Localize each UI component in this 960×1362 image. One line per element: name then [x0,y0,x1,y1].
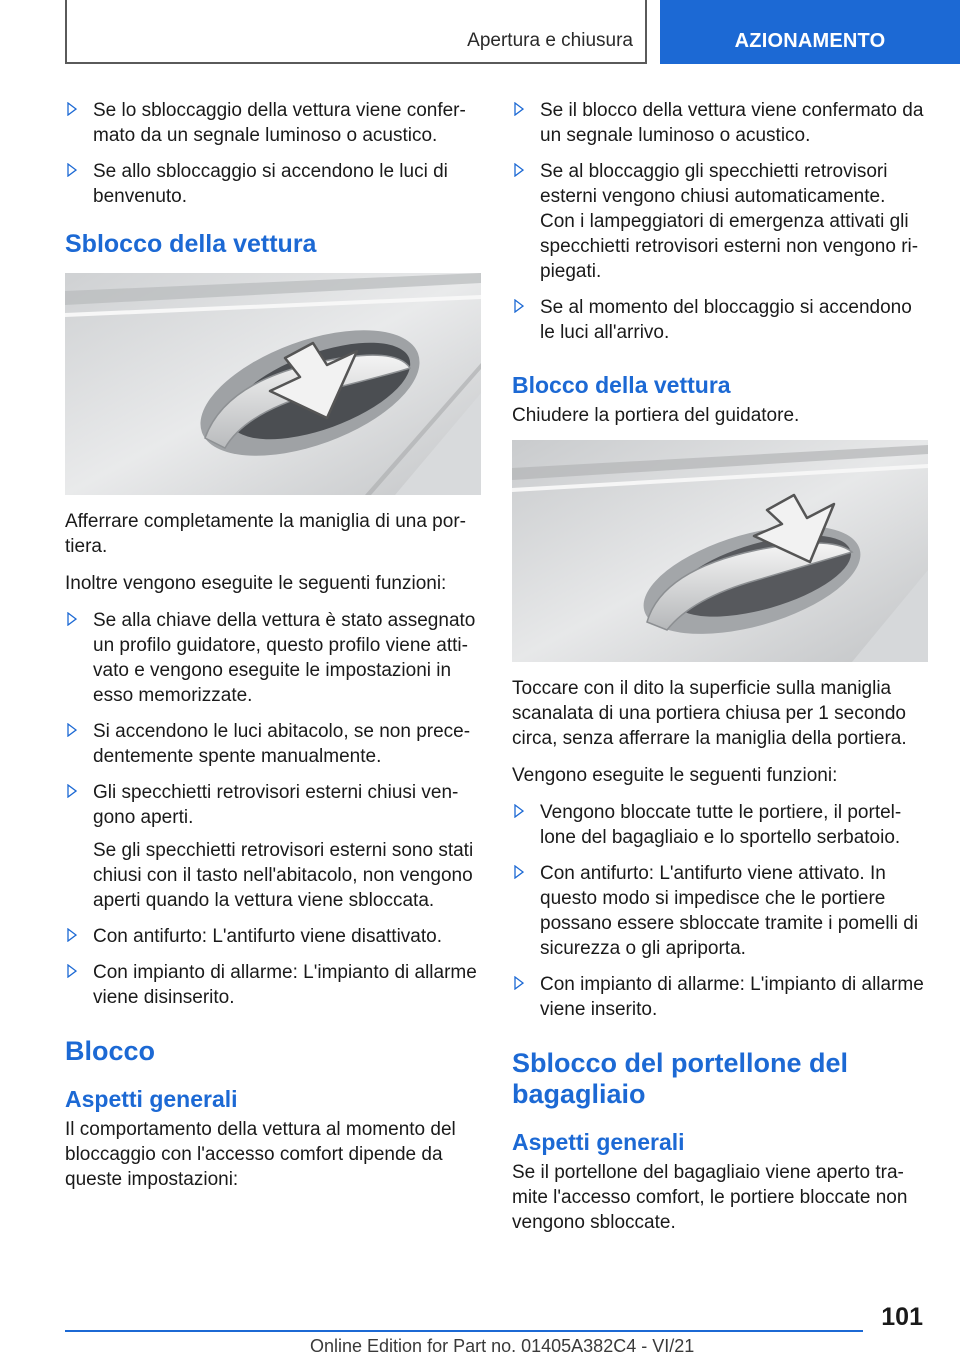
bullet-triangle-icon [514,163,524,177]
door-handle-grip-image [65,273,481,495]
bullet-triangle-icon [67,964,77,978]
heading-tailgate-unlock: Sblocco del portellone del bagagliaio [512,1048,849,1109]
header-chapter-tab [660,0,960,64]
paragraph-general: Il comportamento della vettura al momento del bloccaggio con l'accesso comfort dipende da queste impostazioni: [65,1119,456,1190]
page-number: 101 [881,1303,923,1331]
list-item-note: Con i lampeggiatori di emergenza attivati gli specchietti retrovisori esterni non vengono ripiegati. [540,211,919,282]
bullet-triangle-icon [67,784,77,798]
paragraph-grip: Afferrare completamente la maniglia di una portiera. [65,511,466,557]
list-item-note: Se gli specchietti retrovisori esterni sono stati chiusi con il tasto nell'abitacolo, non vengono aperti quando la vettura viene sbloccata. [93,840,474,911]
list-item: Se il blocco della vettura viene confermato da un segnale luminoso o acustico. [512,98,928,148]
list-item: Si accendono le luci abitacolo, se non precedentemente spente manualmente. [65,719,481,769]
list-item: Se al bloccaggio gli specchietti retrovisori esterni vengono chiusi automaticamente. Con i lampeggiatori di emergenza attivati gli specchietti retrovisori esterni non vengono ripiegati. [512,159,928,284]
bullet-triangle-icon [514,299,524,313]
header-section-title: Apertura e chiusura [467,30,633,51]
header-section-box [65,0,647,64]
door-handle-touch-image [512,440,928,662]
list-item: Se alla chiave della vettura è stato assegnato un profilo guidatore, questo profilo viene attivato e vengono eseguite le impostazioni in esso memorizzate. [65,608,481,708]
heading-lock-vehicle: Blocco della vettura [512,372,731,398]
heading-unlock-vehicle: Sblocco della vettura [65,230,317,258]
list-item: Con antifurto: L'antifurto viene attivato. In questo modo si impedisce che le portiere possano essere sbloccate tramite i pomelli di sicurezza o gli apriporta. [512,861,928,961]
paragraph-functions: Vengono eseguite le seguenti funzioni: [512,765,838,786]
paragraph-functions: Inoltre vengono eseguite le seguenti funzioni: [65,573,447,594]
list-item: Se al momento del bloccaggio si accendono le luci all'arrivo. [512,295,928,345]
list-item: Con antifurto: L'antifurto viene disattivato. [65,924,481,949]
left-column [65,98,481,1204]
header-chapter-title: AZIONAMENTO [734,30,886,52]
list-item: Con impianto di allarme: L'impianto di allarme viene inserito. [512,972,928,1022]
list-item: Se allo sbloccaggio si accendono le luci di benvenuto. [65,159,481,209]
bullet-triangle-icon [67,163,77,177]
list-item: Gli specchietti retrovisori esterni chiusi vengono aperti. Se gli specchietti retrovisori esterni sono stati chiusi con il tasto nell'abitacolo, non vengono aperti quando la vettura viene sbloccata. [65,780,481,913]
paragraph-tailgate: Se il portellone del bagagliaio viene aperto tramite l'accesso comfort, le portiere bloccate non vengono sbloccate. [512,1162,908,1233]
heading-lock: Blocco [65,1036,156,1066]
footer-divider [65,1330,863,1332]
bullet-triangle-icon [67,102,77,116]
bullet-triangle-icon [514,976,524,990]
bullet-triangle-icon [67,612,77,626]
bullet-triangle-icon [514,804,524,818]
list-item: Vengono bloccate tutte le portiere, il portellone del bagagliaio e lo sportello serbatoio. [512,800,928,850]
right-column [512,98,928,1247]
footer-edition: Online Edition for Part no. 01405A382C4 - VI/21 [310,1336,695,1356]
bullet-triangle-icon [67,928,77,942]
heading-general-aspects: Aspetti generali [65,1086,238,1112]
heading-general-aspects: Aspetti generali [512,1129,685,1155]
paragraph-close-door: Chiudere la portiera del guidatore. [512,405,800,426]
bullet-triangle-icon [67,723,77,737]
bullet-triangle-icon [514,102,524,116]
list-item: Se lo sbloccaggio della vettura viene confermato da un segnale luminoso o acustico. [65,98,481,148]
bullet-triangle-icon [514,865,524,879]
list-item: Con impianto di allarme: L'impianto di allarme viene disinserito. [65,960,481,1010]
paragraph-touch: Toccare con il dito la superficie sulla maniglia scanalata di una portiera chiusa per 1 secondo circa, senza afferrare la maniglia della portiera. [512,678,907,749]
